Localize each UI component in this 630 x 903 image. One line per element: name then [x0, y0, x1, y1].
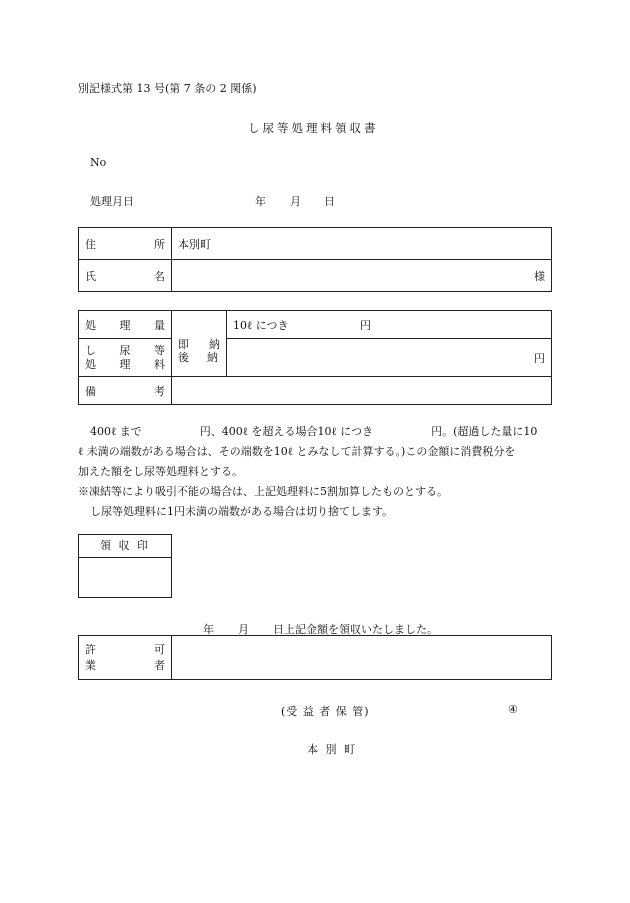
- amount-label-cell: 処 理 量: [79, 311, 172, 339]
- no-label: No: [90, 156, 107, 169]
- receipt-statement: 日上記金額を領収いたしました。: [273, 623, 438, 636]
- remarks-label-cell: 備 考: [79, 377, 172, 405]
- licensee-value-cell[interactable]: [172, 636, 552, 680]
- copy-number-mark: ④: [508, 703, 518, 716]
- licensee-table: [78, 635, 552, 680]
- notes-line-3: 加えた額をし尿等処理料とする。: [78, 465, 243, 478]
- processing-day-label: 日: [324, 195, 335, 208]
- beneficiary-copy-label: (受 益 者 保 管): [281, 705, 370, 718]
- address-table: [78, 227, 552, 292]
- notes-line-5: し尿等処理料に1円未満の端数がある場合は切り捨てします。: [90, 505, 394, 518]
- notes-line-1: 400ℓ まで 円、400ℓ を超える場合10ℓ につき 円。(超過した量に10: [90, 425, 538, 438]
- name-suffix: 様: [534, 269, 545, 283]
- deferred-label: 後 納: [178, 351, 218, 364]
- notes-line-4: ※凍結等により吸引不能の場合は、上記処理料に5割加算したものとする。: [78, 485, 448, 498]
- notes-line-2: ℓ 未満の端数がある場合は、その端数を10ℓ とみなして計算する。)この金額に消費税分を: [78, 445, 516, 458]
- immediate-value-cell[interactable]: [227, 311, 552, 339]
- name-label-cell: 氏 名: [79, 260, 172, 292]
- receipt-month-label: 月: [238, 623, 249, 636]
- deferred-value-cell[interactable]: [227, 339, 552, 377]
- name-value-cell[interactable]: [172, 260, 552, 292]
- town-name: 本 別 町: [307, 743, 357, 756]
- remarks-value-cell[interactable]: [172, 377, 552, 405]
- yen-label: 円: [534, 351, 545, 365]
- address-value-cell[interactable]: 本別町: [172, 228, 552, 260]
- processing-date-label: 処理月日: [90, 195, 134, 208]
- processing-month-label: 月: [290, 195, 301, 208]
- receipt-stamp-label: 領 収 印: [79, 535, 171, 558]
- yen-label: 円: [360, 318, 372, 332]
- licensee-label-cell: 許 可 業 者: [79, 636, 172, 680]
- receipt-year-label: 年: [203, 623, 214, 636]
- per-10l-label: 10ℓ につき: [233, 318, 289, 332]
- immediate-label-cell: 即 納: [172, 311, 227, 377]
- form-number-header: 別記様式第 13 号(第 7 条の 2 関係): [78, 82, 257, 95]
- processing-year-label: 年: [255, 195, 266, 208]
- fee-table: [78, 310, 552, 405]
- address-label-cell: 住 所: [79, 228, 172, 260]
- fee-label-cell: し 尿 等 処 理 料: [79, 339, 172, 377]
- document-title: し尿等処理料領収書: [248, 121, 379, 135]
- receipt-stamp-box[interactable]: [78, 534, 172, 598]
